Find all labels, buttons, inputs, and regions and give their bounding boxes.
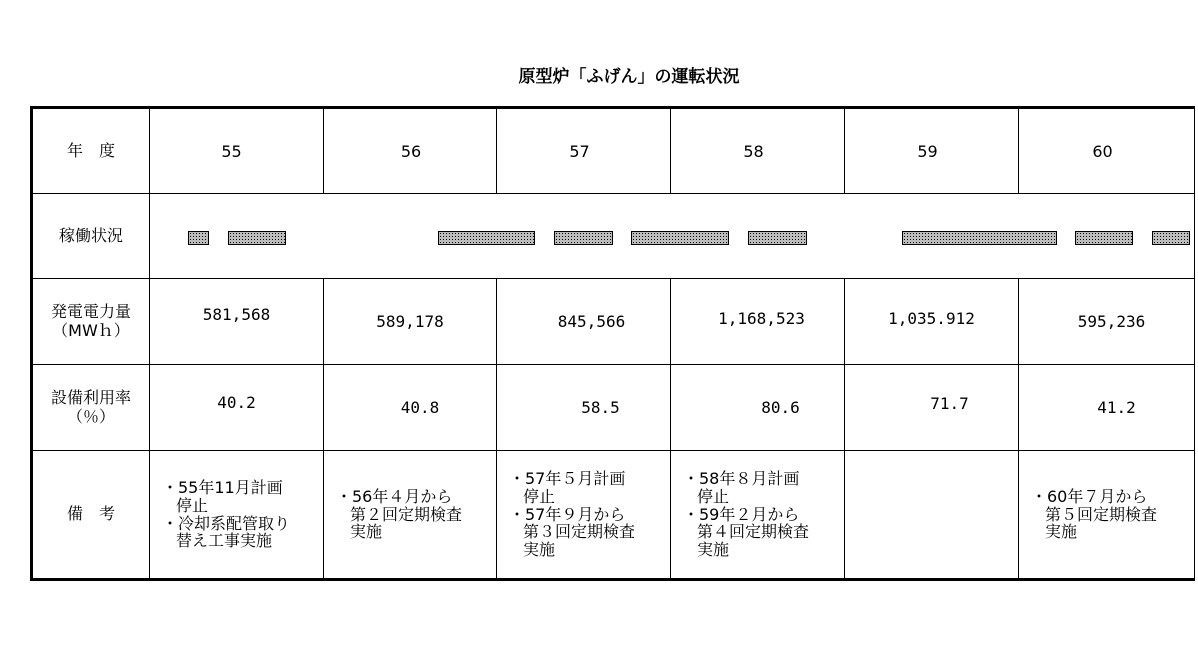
power-row: [32, 279, 1195, 365]
remarks-cell-empty: [845, 451, 1019, 580]
remark-item: ・55年11月計画 停止: [162, 477, 283, 515]
capacity-header: 設備利用率 （％）: [32, 365, 150, 451]
operation-bar: [748, 231, 807, 245]
remarks-cell: [150, 451, 324, 580]
power-cell: 595,236: [1019, 279, 1195, 365]
operation-bar: [438, 231, 535, 245]
remarks-row: [32, 451, 1195, 580]
remark-item: ・57年５月計画 停止: [509, 468, 626, 506]
capacity-row: [32, 365, 1195, 451]
capacity-cell: 41.2: [1019, 365, 1195, 451]
year-row: [32, 108, 1195, 194]
operation-bar: [188, 231, 209, 245]
year-header: 年 度: [32, 108, 150, 194]
remark-item: ・60年７月から 第５回定期検査 実施: [1031, 486, 1158, 542]
remark-item: ・冷却系配管取り 替え工事実施: [162, 513, 291, 551]
power-header: 発電電力量 （MWｈ）: [32, 279, 150, 365]
operation-row: [32, 194, 1195, 279]
remark-item: ・59年２月から 第４回定期検査 実施: [683, 504, 810, 560]
year-cell: 59: [845, 108, 1019, 194]
operation-bar: [228, 231, 286, 245]
operation-bar: [554, 231, 613, 245]
power-cell: 1,035.912: [845, 279, 1019, 365]
year-cell: 56: [324, 108, 497, 194]
operation-header: 稼働状況: [32, 194, 150, 279]
remarks-cell: [1019, 451, 1195, 580]
operation-bar: [1152, 231, 1190, 245]
operation-bar: [902, 231, 1057, 245]
operation-bar: [631, 231, 729, 245]
remark-item: ・57年９月から 第３回定期検査 実施: [509, 504, 636, 560]
year-cell: 60: [1019, 108, 1195, 194]
power-cell: 589,178: [324, 279, 497, 365]
remarks-header: 備 考: [32, 451, 150, 580]
remark-item: ・56年４月から 第２回定期検査 実施: [336, 486, 463, 542]
capacity-cell: 71.7: [845, 365, 1019, 451]
power-cell: 1,168,523: [671, 279, 845, 365]
year-cell: 57: [497, 108, 671, 194]
capacity-cell: 40.2: [150, 365, 324, 451]
remarks-cell: [671, 451, 845, 580]
remarks-cell: [497, 451, 671, 580]
remarks-cell: [324, 451, 497, 580]
page-title: 原型炉「ふげん」の運転状況: [518, 67, 740, 87]
operation-bar: [1075, 231, 1133, 245]
year-cell: 55: [150, 108, 324, 194]
operation-table: [30, 106, 1195, 581]
capacity-cell: 40.8: [324, 365, 497, 451]
remark-item: ・58年８月計画 停止: [683, 468, 800, 506]
year-cell: 58: [671, 108, 845, 194]
power-cell: 845,566: [497, 279, 671, 365]
operation-timeline: [150, 194, 1195, 279]
capacity-cell: 58.5: [497, 365, 671, 451]
capacity-cell: 80.6: [671, 365, 845, 451]
power-cell: 581,568: [150, 279, 324, 365]
